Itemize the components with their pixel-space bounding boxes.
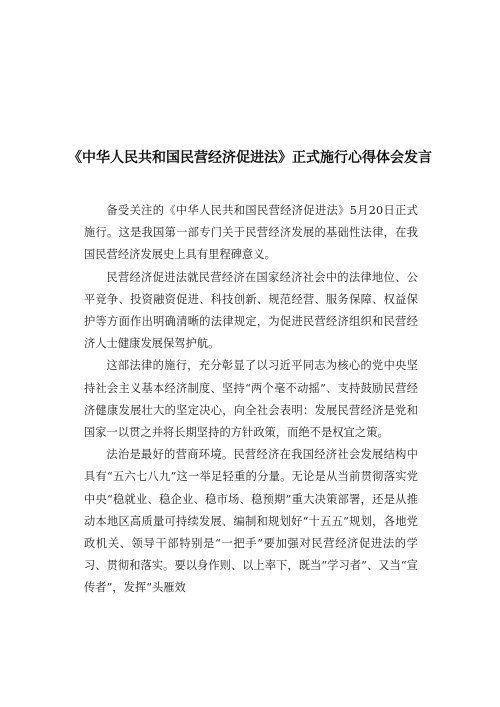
paragraph-1: 备受关注的《中华人民共和国民营经济促进法》5月20日正式施行。这是我国第一部专门关于民营经济发展的基础性法律，在我国民营经济发展史上具有里程碑意义。 (84, 204, 418, 262)
paragraph-2: 民营经济促进法就民营经济在国家经济社会中的法律地位、公平竞争、投资融资促进、科技创新、规范经营、服务保障、权益保护等方面作出明确清晰的法律规定，为促进民营经济组织和民营经济人士健康发展保驾护航。 (84, 270, 418, 351)
document-body (84, 200, 418, 600)
paragraph-3: 这部法律的施行，充分彰显了以习近平同志为核心的党中央坚持社会主义基本经济制度、坚持“两个毫不动摇”、支持鼓励民营经济健康发展壮大的坚定决心，向全社会表明：发展民营经济是党和国家一以贯之并将长期坚持的方针政策，而绝不是权宜之策。 (84, 359, 418, 440)
document-title: 《中华人民共和国民营经济促进法》正式施行心得体会发言 (68, 150, 432, 166)
paragraph-4: 法治是最好的营商环境。民营经济在我国经济社会发展结构中具有“五六七八九”这一举足轻重的分量。无论是从当前贯彻落实党中央“稳就业、稳企业、稳市场、稳预期”重大决策部署，还是从推动本地区高质量可持续发展、编制和规划好“十五五”规划，各地党政机关、领导干部特别是“一把手”要加强对民营经济促进法的学习、贯彻和落实。要以身作则、以上率下，既当“学习者”、又当“宣传者”，发挥“头雁效 (84, 448, 418, 595)
